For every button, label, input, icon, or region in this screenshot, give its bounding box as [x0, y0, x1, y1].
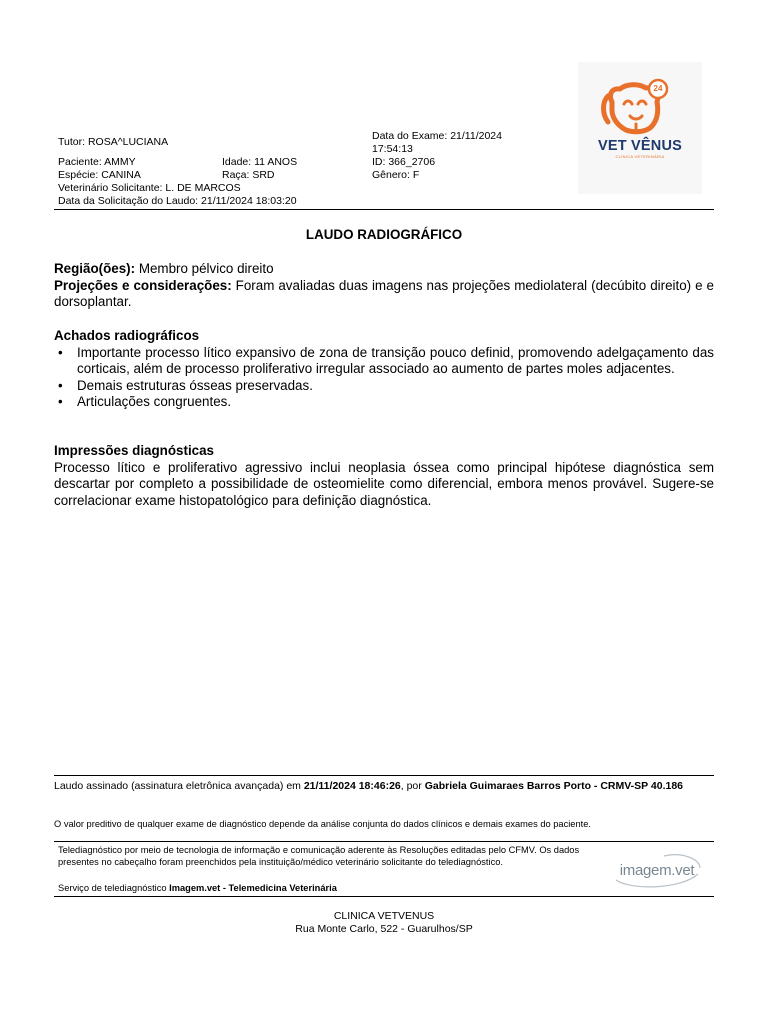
impressions-heading: Impressões diagnósticas [54, 443, 215, 458]
projections-value: Foram avaliadas duas imagens nas projeções mediolateral (decúbito direito) e e dorsoplantar. [54, 278, 715, 310]
regions-line [54, 261, 714, 277]
exam-time-field: 17:54:13 [372, 143, 413, 155]
projections-label: Projeções e considerações: [54, 278, 232, 293]
disclaimer-text: O valor preditivo de qualquer exame de diagnóstico depende da análise conjunta do dados clínicos e demais exames do paciente. [54, 819, 591, 829]
signature-block: Laudo assinado (assinatura eletrônica avançada) em 21/11/2024 18:46:26, por Gabriela Guimaraes Barros Porto - CRMV-SP 40.186 [54, 780, 684, 792]
badge-24h: 24 [653, 84, 663, 93]
telediag-divider-bottom [54, 896, 714, 897]
bullet-icon: • [58, 377, 63, 393]
report-title: LAUDO RADIOGRÁFICO [305, 227, 463, 242]
impressions-paragraph: Processo lítico e proliferativo agressivo inclui neoplasia óssea como principal hipótese diagnóstica sem descartar por completo a possibilidade de osteomielite como diferencial, embora menos provável. Sugere-se correlacionar exame histopatológico para definição diagnóstica. [54, 460, 714, 508]
clinic-name: CLINICA VETVENUS [333, 910, 435, 922]
breed-field: Raça: SRD [222, 169, 275, 181]
id-field: ID: 366_2706 [372, 156, 436, 168]
clinic-address: Rua Monte Carlo, 522 - Guarulhos/SP [295, 923, 473, 935]
gender-field: Gênero: F [372, 169, 420, 181]
age-field: Idade: 11 ANOS [222, 156, 298, 168]
telediag-text: Telediagnóstico por meio de tecnologia de informação e comunicação aderente às Resoluções editadas pelo CFMV. Os dados presentes no cabeçalho foram preenchidos pela instituição/médico veterinário solicitante do telediagnóstico. [58, 845, 580, 867]
request-date-field: Data da Solicitação do Laudo: 21/11/2024 18:03:20 [58, 195, 297, 207]
bullet-icon: • [58, 393, 63, 409]
list-item: • Importante processo lítico expansivo de zona de transição pouco definid, promovendo adelgaçamento das corticais, além de processo proliferativo irregular associado ao aumento de partes moles adjacentes. [58, 345, 714, 377]
regions-label: Região(ões): [54, 261, 136, 276]
findings-heading: Achados radiográficos [54, 328, 200, 343]
signature-datetime: 21/11/2024 18:46:26 [303, 780, 401, 792]
list-item: • Articulações congruentes. [58, 393, 232, 409]
clinic-logo [578, 62, 702, 194]
signature-signer: Gabriela Guimaraes Barros Porto - CRMV-SP 40.186 [424, 780, 684, 792]
requesting-vet-field: Veterinário Solicitante: L. DE MARCOS [58, 182, 241, 194]
telediag-service-name: Imagem.vet - Telemedicina Veterinária [169, 883, 337, 893]
exam-date-field: Data do Exame: 21/11/2024 [372, 130, 502, 142]
imagem-vet-logo [610, 850, 704, 890]
telediag-divider-top [54, 841, 714, 842]
patient-field: Paciente: AMMY [58, 156, 136, 168]
dog-logo-icon [578, 62, 702, 194]
bullet-icon: • [58, 345, 63, 360]
header-divider [54, 209, 714, 210]
signature-divider [54, 775, 714, 776]
brand-tagline: CLÍNICA VETERINÁRIA [615, 154, 665, 159]
brand-name: VET VÊNUS [598, 138, 682, 154]
tutor-field: Tutor: ROSA^LUCIANA [58, 136, 169, 148]
projections-paragraph [54, 278, 714, 311]
list-item: • Demais estruturas ósseas preservadas. [58, 377, 313, 393]
imagem-vet-logo-text: imagem.vet [619, 862, 695, 879]
findings-list [54, 345, 714, 410]
regions-value: Membro pélvico direito [135, 261, 274, 276]
telediag-service: Serviço de telediagnóstico Imagem.vet - Telemedicina Veterinária [58, 883, 337, 893]
species-field: Espécie: CANINA [58, 169, 141, 181]
